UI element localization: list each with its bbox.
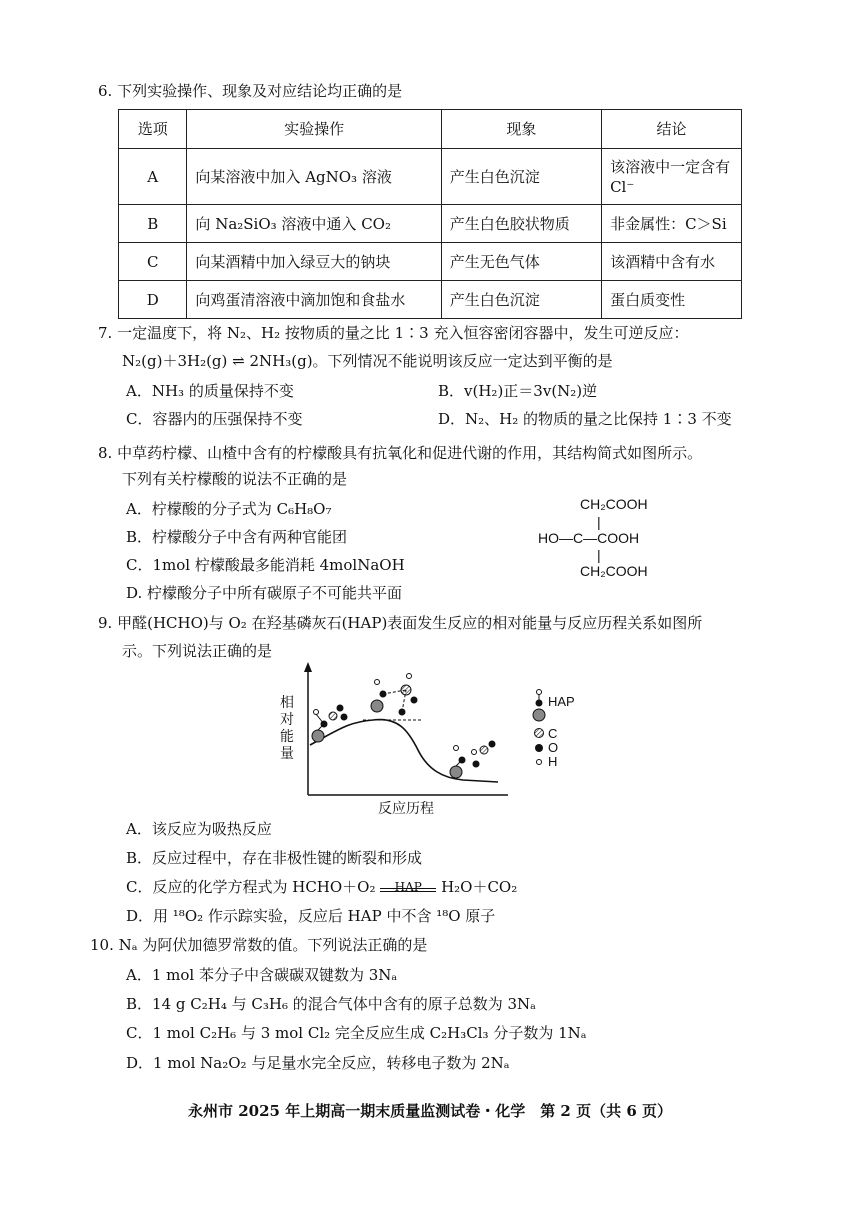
formula-top-group: CH₂COOH [580, 496, 648, 512]
diagram-xlabel: 反应历程 [378, 801, 434, 817]
cell-operation: 向某酒精中加入绿豆大的钠块 [187, 243, 441, 281]
cell-option: B [119, 205, 187, 243]
energy-curve [310, 720, 498, 782]
q10-number: 10. [90, 936, 114, 954]
header-operation: 实验操作 [187, 110, 441, 149]
table-header-row [119, 110, 742, 149]
formula-bottom-group: CH₂COOH [580, 563, 648, 579]
q7-stem-line2: N₂(g)＋3H₂(g) ⇌ 2NH₃(g)。下列情况不能说明该反应一定达到平衡的是 [122, 352, 613, 370]
q10-option-a: A．1 mol 苯分子中含碳碳双键数为 3Nₐ [126, 966, 398, 984]
reaction-arrow [380, 880, 436, 898]
q9-option-b: B．反应过程中，存在非极性键的断裂和形成 [126, 849, 423, 867]
cell-operation: 向鸡蛋清溶液中滴加饱和食盐水 [187, 281, 441, 319]
q6-stem [98, 80, 402, 102]
q10-text: Nₐ 为阿伏加德罗常数的值。下列说法正确的是 [118, 936, 428, 954]
cell-phenomenon: 产生白色胶状物质 [441, 205, 601, 243]
q7-number: 7. [98, 324, 113, 342]
header-conclusion: 结论 [602, 110, 742, 149]
transition-molecules [371, 674, 418, 716]
cell-conclusion: 蛋白质变性 [602, 281, 742, 319]
q9-stem-line1 [98, 612, 702, 634]
q9-stem-line2: 示。下列说法正确的是 [122, 642, 273, 660]
y-axis-arrow [304, 662, 312, 672]
formula-bond-up: | [597, 514, 601, 530]
atom-legend-icons [532, 727, 546, 771]
q8-option-a: A．柠檬酸的分子式为 C₆H₈O₇ [126, 500, 332, 518]
q9-option-c-products: H₂O＋CO₂ [441, 878, 518, 896]
header-phenomenon: 现象 [441, 110, 601, 149]
energy-diagram [278, 660, 518, 820]
page-footer: 永州市 2025 年上期高一期末质量监测试卷・化学 第 2 页（共 6 页） [188, 1102, 672, 1120]
q8-option-b: B．柠檬酸分子中含有两种官能团 [126, 528, 348, 546]
table-row [119, 281, 742, 319]
formula-middle: HO—C—COOH [538, 530, 640, 546]
product-molecules [450, 741, 496, 779]
q8-text: 中草药柠檬、山楂中含有的柠檬酸具有抗氧化和促进代谢的作用，其结构简式如图所示。 [117, 444, 703, 462]
table-row [119, 243, 742, 281]
q9-number: 9. [98, 614, 113, 632]
q10-stem [90, 934, 427, 956]
hap-legend-icon [532, 688, 546, 724]
q7-option-c: C．容器内的压强保持不变 [126, 410, 303, 428]
q8-option-c: C．1mol 柠檬酸最多能消耗 4molNaOH [126, 556, 405, 574]
cell-option: D [119, 281, 187, 319]
q8-stem-line2: 下列有关柠檬酸的说法不正确的是 [122, 470, 348, 488]
q10-option-b: B．14 g C₂H₄ 与 C₃H₆ 的混合气体中含有的原子总数为 3Nₐ [126, 995, 536, 1013]
q7-option-d: D．N₂、H₂ 的物质的量之比保持 1∶3 不变 [438, 410, 732, 428]
q9-option-d: D．用 ¹⁸O₂ 作示踪实验，反应后 HAP 中不含 ¹⁸O 原子 [126, 907, 496, 925]
q8-number: 8. [98, 444, 113, 462]
legend-hydrogen: H [548, 754, 558, 769]
q9-option-a: A．该反应为吸热反应 [126, 820, 272, 838]
cell-conclusion: 该酒精中含有水 [602, 243, 742, 281]
q9-option-c-reactants: C．反应的化学方程式为 HCHO＋O₂ [126, 878, 376, 896]
cell-phenomenon: 产生白色沉淀 [441, 281, 601, 319]
reaction-condition: HAP [394, 880, 422, 894]
table-row [119, 149, 742, 205]
cell-operation: 向某溶液中加入 AgNO₃ 溶液 [187, 149, 441, 205]
q7-text: 一定温度下，将 N₂、H₂ 按物质的量之比 1∶3 充入恒容密闭容器中，发生可逆反应： [117, 324, 689, 342]
q7-option-b: B．v(H₂)正＝3v(N₂)逆 [438, 382, 598, 400]
cell-phenomenon: 产生无色气体 [441, 243, 601, 281]
cell-conclusion: 非金属性：C＞Si [602, 205, 742, 243]
header-option: 选项 [119, 110, 187, 149]
diagram-ylabel: 相对能量 [280, 695, 294, 762]
q7-stem-line1 [98, 322, 689, 344]
cell-option: C [119, 243, 187, 281]
legend-hap: HAP [548, 694, 575, 709]
q6-table [118, 109, 742, 319]
reactant-molecules [312, 705, 348, 743]
q8-stem-line1 [98, 442, 702, 464]
q6-number: 6. [98, 82, 113, 100]
cell-conclusion: 该溶液中一定含有 Cl⁻ [602, 149, 742, 205]
cell-option: A [119, 149, 187, 205]
q10-option-c: C．1 mol C₂H₆ 与 3 mol Cl₂ 完全反应生成 C₂H₃Cl₃ 分子数为 1Nₐ [126, 1024, 587, 1042]
q6-text: 下列实验操作、现象及对应结论均正确的是 [117, 82, 403, 100]
formula-bond-down: | [597, 547, 601, 563]
table-row [119, 205, 742, 243]
q7-option-a: A．NH₃ 的质量保持不变 [126, 382, 294, 400]
cell-phenomenon: 产生白色沉淀 [441, 149, 601, 205]
q9-option-c [126, 876, 517, 898]
cell-operation: 向 Na₂SiO₃ 溶液中通入 CO₂ [187, 205, 441, 243]
q8-option-d: D. 柠檬酸分子中所有碳原子不可能共平面 [126, 584, 403, 602]
q9-text: 甲醛(HCHO)与 O₂ 在羟基磷灰石(HAP)表面发生反应的相对能量与反应历程关系如图所 [117, 614, 703, 632]
q10-option-d: D．1 mol Na₂O₂ 与足量水完全反应，转移电子数为 2Nₐ [126, 1054, 510, 1072]
legend-oxygen: O [548, 740, 559, 755]
legend-carbon: C [548, 726, 558, 741]
